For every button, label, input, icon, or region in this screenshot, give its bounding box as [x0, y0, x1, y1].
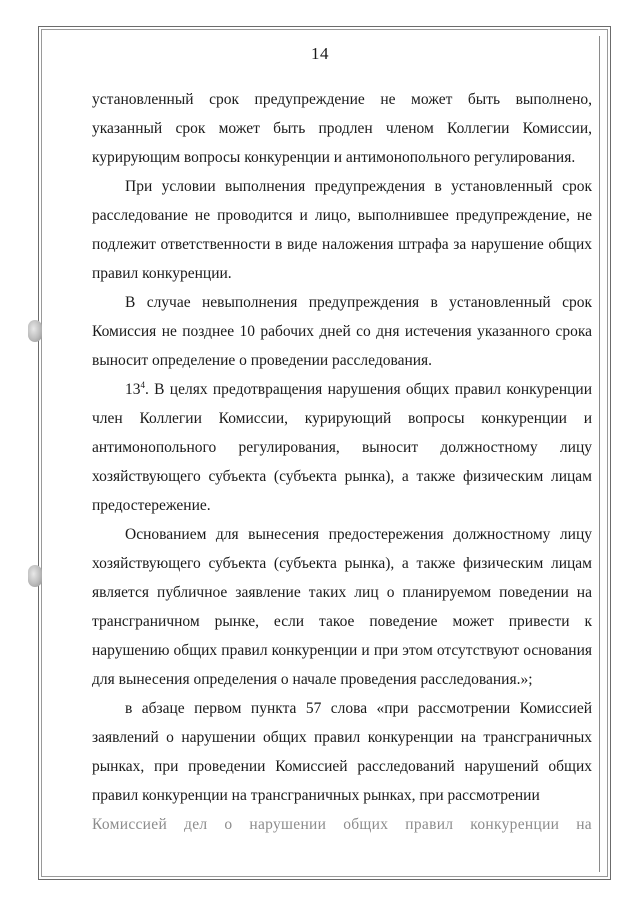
paragraph-2: При условии выполнения предупреждения в установленный срок расследование не проводится и лицо, выполнившее предупреждение, не подлежит ответственности в виде наложения штрафа за нарушение общих правил конкуренции. — [92, 178, 592, 282]
document-body — [92, 85, 592, 839]
page-number: 14 — [311, 44, 329, 63]
paragraph-1: установленный срок предупреждение не может быть выполнено, указанный срок может быть продлен членом Коллегии Комиссии, курирующим вопросы конкуренции и антимонопольного регулирования. — [92, 91, 592, 166]
binder-hole-upper — [28, 320, 42, 342]
clause-superscript: 4 — [140, 379, 145, 390]
paragraph-4-clause-13-4 — [92, 375, 592, 520]
paragraph-5: Основанием для вынесения предостережения должностному лицу хозяйствующего субъекта (субъекта рынка), а также физическим лицам является публичное заявление таких лиц о планируемом поведении на трансграничном рынке, если такое поведение может привести к нарушению общих правил конкуренции и при этом отсутствуют основания для вынесения определения о начале проведения расследования.»; — [92, 526, 592, 688]
page-border-rule — [599, 36, 600, 872]
paragraph-6: в абзаце первом пункта 57 слова «при рассмотрении Комиссией заявлений о нарушении общих правил конкуренции на трансграничных рынках, при проведении Комиссией расследований нарушений общих правил конкуренции на трансграничных рынках, при рассмотрении — [92, 700, 592, 804]
clause-number: 13 — [125, 381, 141, 398]
paragraph-3: В случае невыполнения предупреждения в установленный срок Комиссия не позднее 10 рабочих дней со дня истечения указанного срока выносит определение о проведении расследования. — [92, 294, 592, 369]
binder-hole-lower — [28, 565, 42, 587]
clause-text: . В целях предотвращения нарушения общих правил конкуренции член Коллегии Комиссии, курирующий вопросы конкуренции и антимонопольного регулирования, выносит должностному лицу хозяйствующего субъекта (субъекта рынка), а также физическим лицам предостережение. — [92, 381, 592, 514]
paragraph-7-continuation: Комиссией дел о нарушении общих правил конкуренции на — [92, 816, 592, 833]
